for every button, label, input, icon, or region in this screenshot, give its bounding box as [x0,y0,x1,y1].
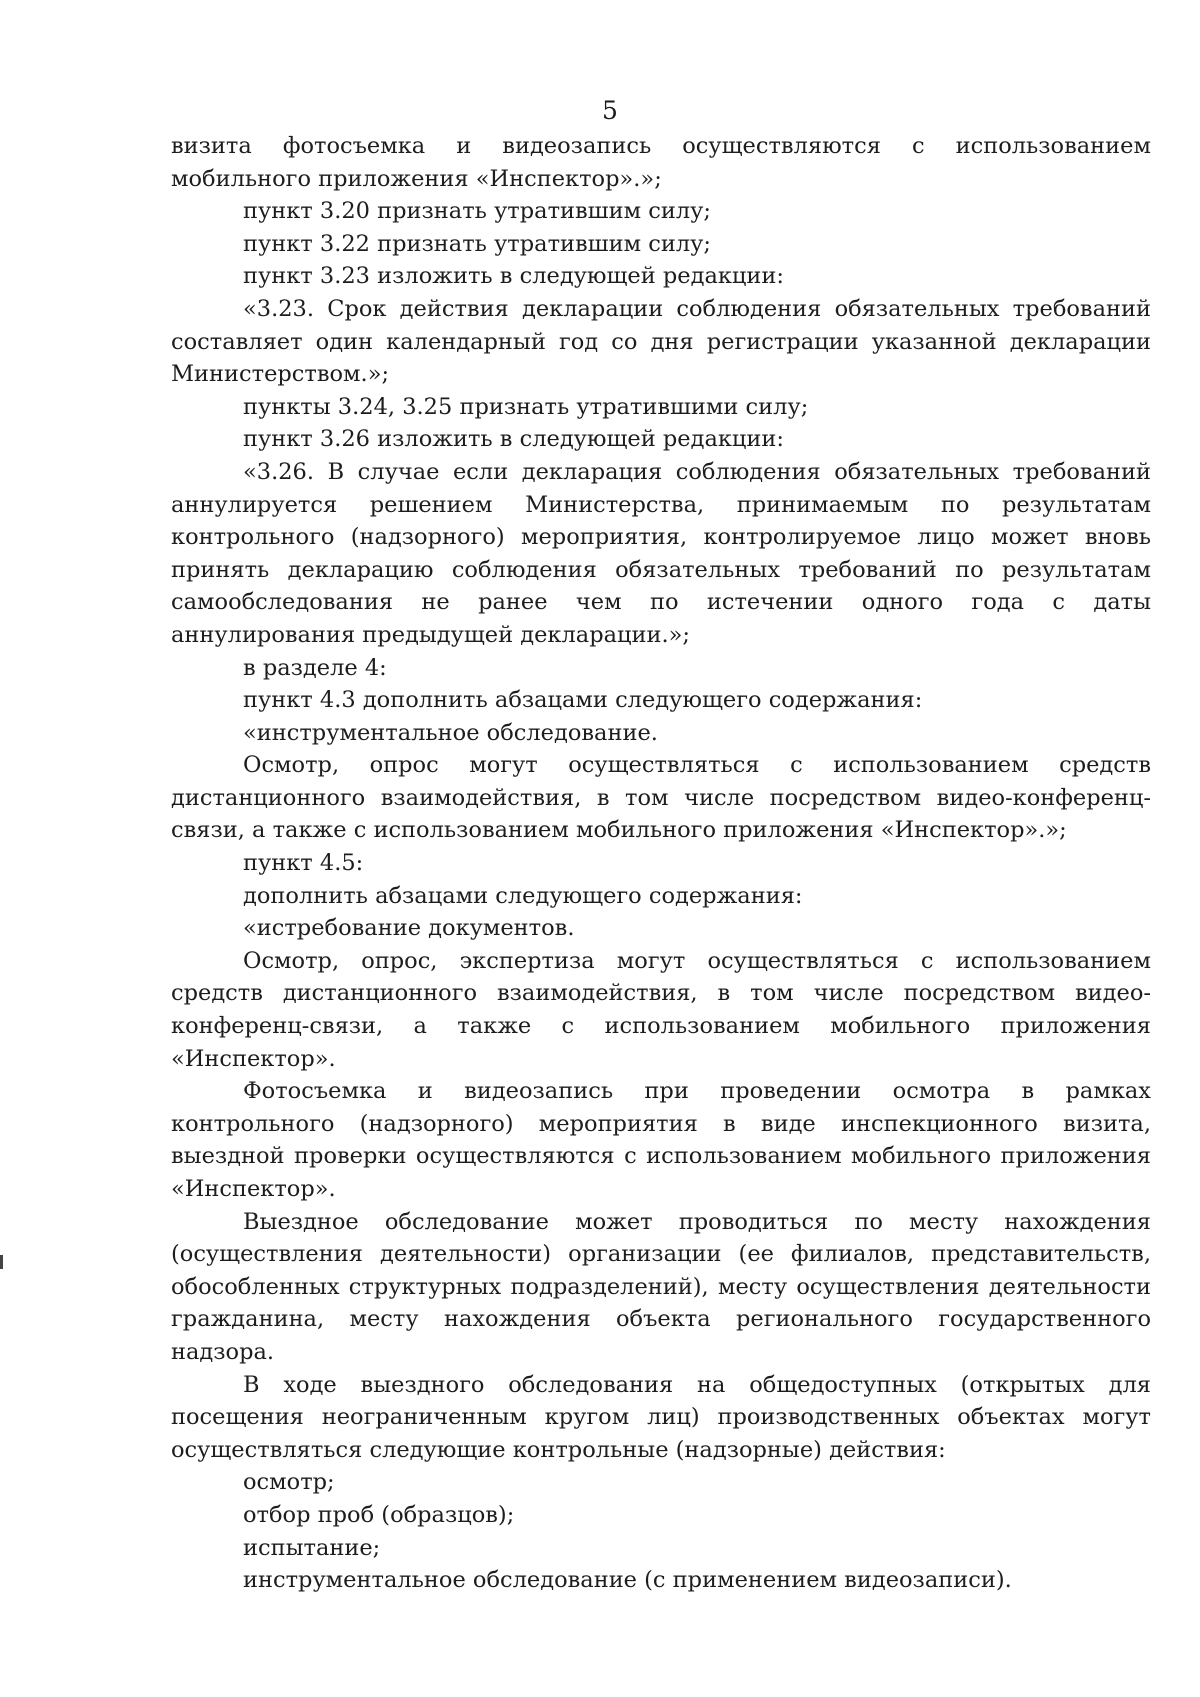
paragraph: в разделе 4: [243,654,387,681]
paragraph: Осмотр, опрос, экспертиза могут осуществляться с использованием средств дистанционного взаимодействия, в том числе посредством видео-конференц-связи, а также с использованием мобильного приложения «Инспектор». [171,947,1151,1072]
paragraph: «3.23. Срок действия декларации соблюдения обязательных требований составляет один календарный год со дня регистрации указанной декларации Министерством.»; [171,295,1151,388]
paragraph: Фотосъемка и видеозапись при проведении осмотра в рамках контрольного (надзорного) мероприятия в виде инспекционного визита, выездной проверки осуществляются с использованием мобильного приложения «Инспектор». [171,1078,1151,1202]
paragraph: пункты 3.24, 3.25 признать утратившими силу; [243,393,809,420]
paragraph: визита фотосъемка и видеозапись осуществляются с использованием мобильного приложения «Инспектор».»; [171,133,1151,192]
scan-edge-mark [0,1255,3,1269]
paragraph: пункт 4.5: [243,850,364,877]
document-body [171,130,1151,1597]
paragraph: пункт 3.23 изложить в следующей редакции: [243,263,784,290]
paragraph: испытание; [243,1534,381,1561]
paragraph: «инструментальное обследование. [243,719,658,746]
paragraph: осмотр; [243,1469,335,1496]
paragraph: Осмотр, опрос могут осуществляться с использованием средств дистанционного взаимодействия, в том числе посредством видео-конференц-связи, а также с использованием мобильного приложения «Инспектор».»; [171,752,1151,844]
paragraph: Выездное обследование может проводиться по месту нахождения (осуществления деятельности) организации (ее филиалов, представительств, обособленных структурных подразделений), месту осуществления деятельности гражданина, месту нахождения объекта регионального государственного надзора. [171,1208,1151,1365]
paragraph: пункт 3.22 признать утратившим силу; [243,230,711,257]
paragraph: инструментальное обследование (с применением видеозаписи). [243,1567,1012,1594]
paragraph: «3.26. В случае если декларация соблюдения обязательных требований аннулируется решением Министерства, принимаемым по результатам контрольного (надзорного) мероприятия, контролируемое лицо может вновь принять декларацию соблюдения обязательных требований по результатам самообследования не ранее чем по истечении одного года с даты аннулирования предыдущей декларации.»; [171,458,1151,648]
paragraph: В ходе выездного обследования на общедоступных (открытых для посещения неограниченным кругом лиц) производственных объектах могут осуществляться следующие контрольные (надзорные) действия: [171,1371,1151,1463]
paragraph: отбор проб (образцов); [243,1501,515,1528]
paragraph: дополнить абзацами следующего содержания: [243,882,803,909]
paragraph: пункт 3.26 изложить в следующей редакции: [243,426,784,453]
paragraph: «истребование документов. [243,915,575,942]
paragraph: пункт 3.20 признать утратившим силу; [243,198,711,225]
page-number: 5 [602,96,618,125]
paragraph: пункт 4.3 дополнить абзацами следующего содержания: [243,687,923,714]
